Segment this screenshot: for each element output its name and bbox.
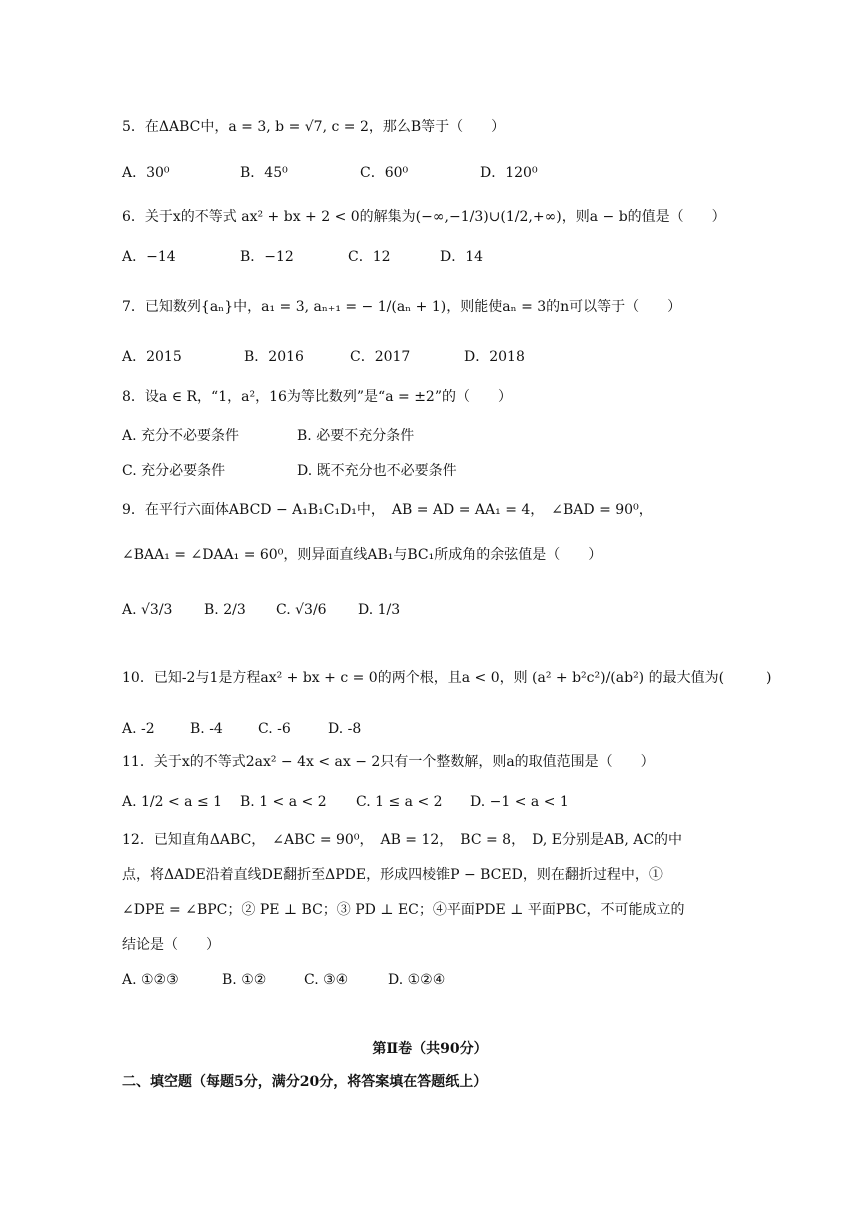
q11-option-d: D. −1 < a < 1 [470,794,569,810]
question-9-stem-line2: ∠BAA₁ = ∠DAA₁ = 60⁰，则异面直线AB₁与BC₁所成角的余弦值是（ ） [122,547,603,563]
q10-option-b: B. -4 [190,721,223,737]
q10-option-c: C. -6 [258,721,291,737]
q11-option-a: A. 1/2 < a ≤ 1 [122,794,223,810]
question-9-stem-line1: 9．在平行六面体ABCD − A₁B₁C₁D₁中， AB = AD = AA₁ = 4， ∠BAD = 90⁰， [122,502,653,518]
section-heading: 二、填空题（每题5分，满分20分，将答案填在答题纸上） [122,1074,488,1090]
section-title: 第Ⅱ卷（共90分） [372,1041,488,1057]
q5-option-d: D．120⁰ [480,165,538,181]
question-11-stem: 11．关于x的不等式2ax² − 4x < ax − 2只有一个整数解，则a的取值范围是（ ） [122,754,655,770]
question-10-stem: 10．已知-2与1是方程ax² + bx + c = 0的两个根，且a < 0，则 (a² + b²c²)/(ab²) 的最大值为( ) [122,670,772,686]
q6-option-c: C．12 [348,249,391,265]
q9-option-b: B. 2/3 [204,602,246,618]
question-12-stem-line1: 12．已知直角ΔABC， ∠ABC = 90⁰， AB = 12， BC = 8， D, E分别是AB, AC的中 [122,832,683,848]
question-6-stem: 6．关于x的不等式 ax² + bx + 2 < 0的解集为(−∞,−1/3)∪(1/2,+∞)，则a − b的值是（ ） [122,209,726,225]
q11-option-c: C. 1 ≤ a < 2 [356,794,443,810]
question-12-stem-line3: ∠DPE = ∠BPC；② PE ⊥ BC；③ PD ⊥ EC；④平面PDE ⊥ 平面PBC，不可能成立的 [122,902,685,918]
q8-option-d: D. 既不充分也不必要条件 [297,463,457,479]
q9-option-a: A. √3/3 [122,602,173,618]
q6-option-a: A．−14 [122,249,176,265]
q12-option-a: A. ①②③ [122,972,179,988]
question-7-stem: 7．已知数列{aₙ}中，a₁ = 3, aₙ₊₁ = − 1/(aₙ + 1)，则能使aₙ = 3的n可以等于（ ） [122,299,682,315]
q12-option-d: D. ①②④ [388,972,446,988]
q7-option-c: C．2017 [350,349,411,365]
q7-option-d: D．2018 [464,349,525,365]
q9-option-d: D. 1/3 [358,602,401,618]
q8-option-c: C. 充分必要条件 [122,463,226,479]
question-12-stem-line4: 结论是（ ） [122,937,220,953]
q7-option-a: A．2015 [122,349,182,365]
q6-option-b: B．−12 [240,249,294,265]
q12-option-b: B. ①② [222,972,267,988]
q12-option-c: C. ③④ [304,972,349,988]
q9-option-c: C. √3/6 [276,602,327,618]
question-8-stem: 8．设a ∈ R，“1，a²，16为等比数列”是“a = ±2”的（ ） [122,389,512,405]
q8-option-a: A. 充分不必要条件 [122,428,240,444]
question-12-stem-line2: 点，将ΔADE沿着直线DE翻折至ΔPDE，形成四棱锥P − BCED，则在翻折过程中，① [122,867,663,883]
q10-option-d: D. -8 [328,721,362,737]
q5-option-c: C．60⁰ [360,165,409,181]
q6-option-d: D．14 [440,249,484,265]
q5-option-b: B．45⁰ [240,165,288,181]
question-5-stem: 5．在ΔABC中，a = 3, b = √7, c = 2，那么B等于（ ） [122,119,506,135]
q11-option-b: B. 1 < a < 2 [240,794,327,810]
q10-option-a: A. -2 [122,721,155,737]
q7-option-b: B．2016 [244,349,304,365]
q5-option-a: A．30⁰ [122,165,170,181]
q8-option-b: B. 必要不充分条件 [297,428,415,444]
